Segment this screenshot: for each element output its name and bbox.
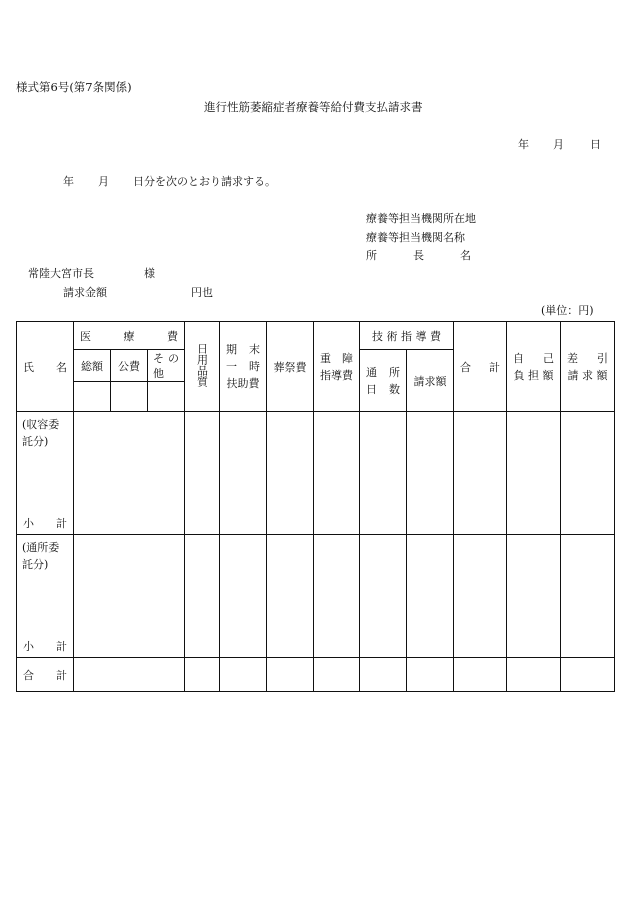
unit-note: (単位：円) bbox=[541, 304, 594, 317]
grand-total-label-cell bbox=[17, 658, 74, 692]
amount-label: 請求金額 bbox=[63, 286, 107, 299]
residential-subtotal-char-2: 計 bbox=[56, 517, 67, 530]
medical-other-label: その他 bbox=[153, 351, 179, 380]
grand-total-cell[interactable] bbox=[507, 658, 561, 692]
grand-total-cell[interactable] bbox=[185, 658, 220, 692]
medical-fee-header bbox=[74, 322, 185, 350]
total-header bbox=[454, 322, 507, 412]
residential-cell[interactable] bbox=[454, 412, 507, 535]
tech-days-char-2: 所 bbox=[389, 365, 401, 379]
outpatient-cell[interactable] bbox=[185, 535, 220, 658]
amount-unit: 円也 bbox=[191, 286, 213, 299]
residential-medical-cell[interactable] bbox=[74, 412, 185, 535]
date-day-label: 日 bbox=[590, 138, 601, 151]
grand-total-cell[interactable] bbox=[407, 658, 454, 692]
severe-label: 指導費 bbox=[320, 368, 354, 382]
institution-head-label-3: 名 bbox=[460, 249, 471, 262]
medical-other-blank[interactable] bbox=[148, 382, 185, 412]
residential-label-line-2: 託分) bbox=[22, 435, 49, 448]
residential-cell[interactable] bbox=[360, 412, 407, 535]
date-month-label: 月 bbox=[553, 138, 564, 151]
medical-fee-char-2: 療 bbox=[123, 329, 135, 343]
tech-claim-label: 請求額 bbox=[413, 374, 447, 388]
outpatient-cell[interactable] bbox=[407, 535, 454, 658]
residential-cell[interactable] bbox=[267, 412, 314, 535]
outpatient-cell[interactable] bbox=[561, 535, 615, 658]
residential-cell[interactable] bbox=[314, 412, 360, 535]
self-pay-label: 負 担 額 bbox=[513, 368, 554, 382]
addressee-honorific: 様 bbox=[144, 267, 155, 280]
medical-total-header bbox=[74, 350, 111, 382]
outpatient-cell[interactable] bbox=[314, 535, 360, 658]
residential-section-label-cell bbox=[17, 412, 74, 535]
outpatient-section-label-cell bbox=[17, 535, 74, 658]
tech-guidance-label: 技 術 指 導 費 bbox=[372, 329, 442, 343]
residential-subtotal-char-1: 小 bbox=[23, 517, 34, 530]
grand-total-cell[interactable] bbox=[561, 658, 615, 692]
institution-address-label: 療養等担当機関所在地 bbox=[366, 212, 476, 225]
institution-head-label-2: 長 bbox=[413, 249, 424, 262]
medical-public-label: 公費 bbox=[118, 359, 140, 373]
daily-goods-header bbox=[185, 322, 220, 412]
net-claim-label: 請 求 額 bbox=[567, 368, 608, 382]
request-month-label: 月 bbox=[98, 175, 109, 188]
yearend-aid-header bbox=[220, 322, 267, 412]
name-header-char-1: 氏 bbox=[23, 360, 34, 374]
grand-total-char-2: 計 bbox=[56, 668, 67, 682]
yearend-char-3: 一 bbox=[226, 360, 238, 373]
total-char-2: 計 bbox=[489, 360, 501, 374]
residential-cell[interactable] bbox=[507, 412, 561, 535]
daily-goods-label: 日用品質 bbox=[195, 343, 209, 387]
institution-head-label-1: 所 bbox=[366, 249, 377, 262]
residential-cell[interactable] bbox=[185, 412, 220, 535]
tech-days-char-3: 日 bbox=[366, 382, 378, 396]
addressee-name: 常陸大宮市長 bbox=[28, 267, 94, 280]
tech-guidance-header bbox=[360, 322, 454, 350]
net-claim-header bbox=[561, 322, 615, 412]
self-pay-header bbox=[507, 322, 561, 412]
yearend-label: 扶助費 bbox=[226, 377, 260, 390]
request-year-label: 年 bbox=[63, 175, 74, 188]
residential-label-line-1: (収容委 bbox=[22, 418, 60, 431]
name-header-char-2: 名 bbox=[56, 360, 67, 374]
outpatient-medical-cell[interactable] bbox=[74, 535, 185, 658]
outpatient-section-row bbox=[17, 535, 615, 658]
outpatient-cell[interactable] bbox=[454, 535, 507, 658]
claim-table bbox=[16, 321, 615, 692]
diff-char-2: 引 bbox=[597, 351, 609, 365]
outpatient-cell[interactable] bbox=[267, 535, 314, 658]
yearend-char-4: 時 bbox=[249, 360, 261, 373]
residential-cell[interactable] bbox=[561, 412, 615, 535]
yearend-char-1: 期 bbox=[226, 343, 238, 356]
medical-total-label: 総額 bbox=[81, 359, 103, 373]
grand-total-char-1: 合 bbox=[23, 668, 34, 682]
outpatient-label-line-2: 託分) bbox=[22, 558, 49, 571]
funeral-label: 葬祭費 bbox=[273, 360, 307, 374]
grand-total-cell[interactable] bbox=[360, 658, 407, 692]
severe-char-1: 重 bbox=[320, 351, 332, 365]
request-text: 日分を次のとおり請求する。 bbox=[133, 175, 276, 188]
name-header bbox=[17, 322, 74, 412]
outpatient-label-line-1: (通所委 bbox=[22, 541, 60, 554]
total-char-1: 合 bbox=[460, 360, 472, 374]
severe-char-2: 障 bbox=[342, 351, 354, 365]
tech-claim-header bbox=[407, 350, 454, 412]
tech-days-char-4: 数 bbox=[389, 382, 401, 396]
outpatient-cell[interactable] bbox=[507, 535, 561, 658]
grand-total-cell[interactable] bbox=[267, 658, 314, 692]
form-number: 様式第6号(第7条関係) bbox=[16, 80, 132, 94]
grand-total-medical-cell[interactable] bbox=[74, 658, 185, 692]
funeral-header bbox=[267, 322, 314, 412]
medical-other-header bbox=[148, 350, 185, 382]
medical-public-header bbox=[111, 350, 148, 382]
severe-guidance-header bbox=[314, 322, 360, 412]
outpatient-cell[interactable] bbox=[220, 535, 267, 658]
institution-name-label: 療養等担当機関名称 bbox=[366, 231, 465, 244]
grand-total-cell[interactable] bbox=[220, 658, 267, 692]
date-year-label: 年 bbox=[518, 138, 529, 151]
medical-fee-char-1: 医 bbox=[80, 329, 91, 343]
tech-days-header bbox=[360, 350, 407, 412]
medical-total-blank[interactable] bbox=[74, 382, 111, 412]
medical-fee-char-3: 費 bbox=[167, 329, 178, 343]
document-title: 進行性筋萎縮症者療養等給付費支払請求書 bbox=[204, 100, 423, 114]
self-char-2: 己 bbox=[543, 351, 555, 365]
medical-public-blank[interactable] bbox=[111, 382, 148, 412]
grand-total-row bbox=[17, 658, 615, 692]
outpatient-subtotal-char-1: 小 bbox=[23, 640, 34, 653]
diff-char-1: 差 bbox=[567, 351, 579, 365]
residential-section-row bbox=[17, 412, 615, 535]
residential-cell[interactable] bbox=[407, 412, 454, 535]
grand-total-cell[interactable] bbox=[314, 658, 360, 692]
self-char-1: 自 bbox=[513, 351, 525, 365]
tech-days-char-1: 通 bbox=[366, 365, 378, 379]
grand-total-cell[interactable] bbox=[454, 658, 507, 692]
outpatient-subtotal-char-2: 計 bbox=[56, 640, 67, 653]
yearend-char-2: 末 bbox=[249, 343, 261, 356]
residential-cell[interactable] bbox=[220, 412, 267, 535]
outpatient-cell[interactable] bbox=[360, 535, 407, 658]
